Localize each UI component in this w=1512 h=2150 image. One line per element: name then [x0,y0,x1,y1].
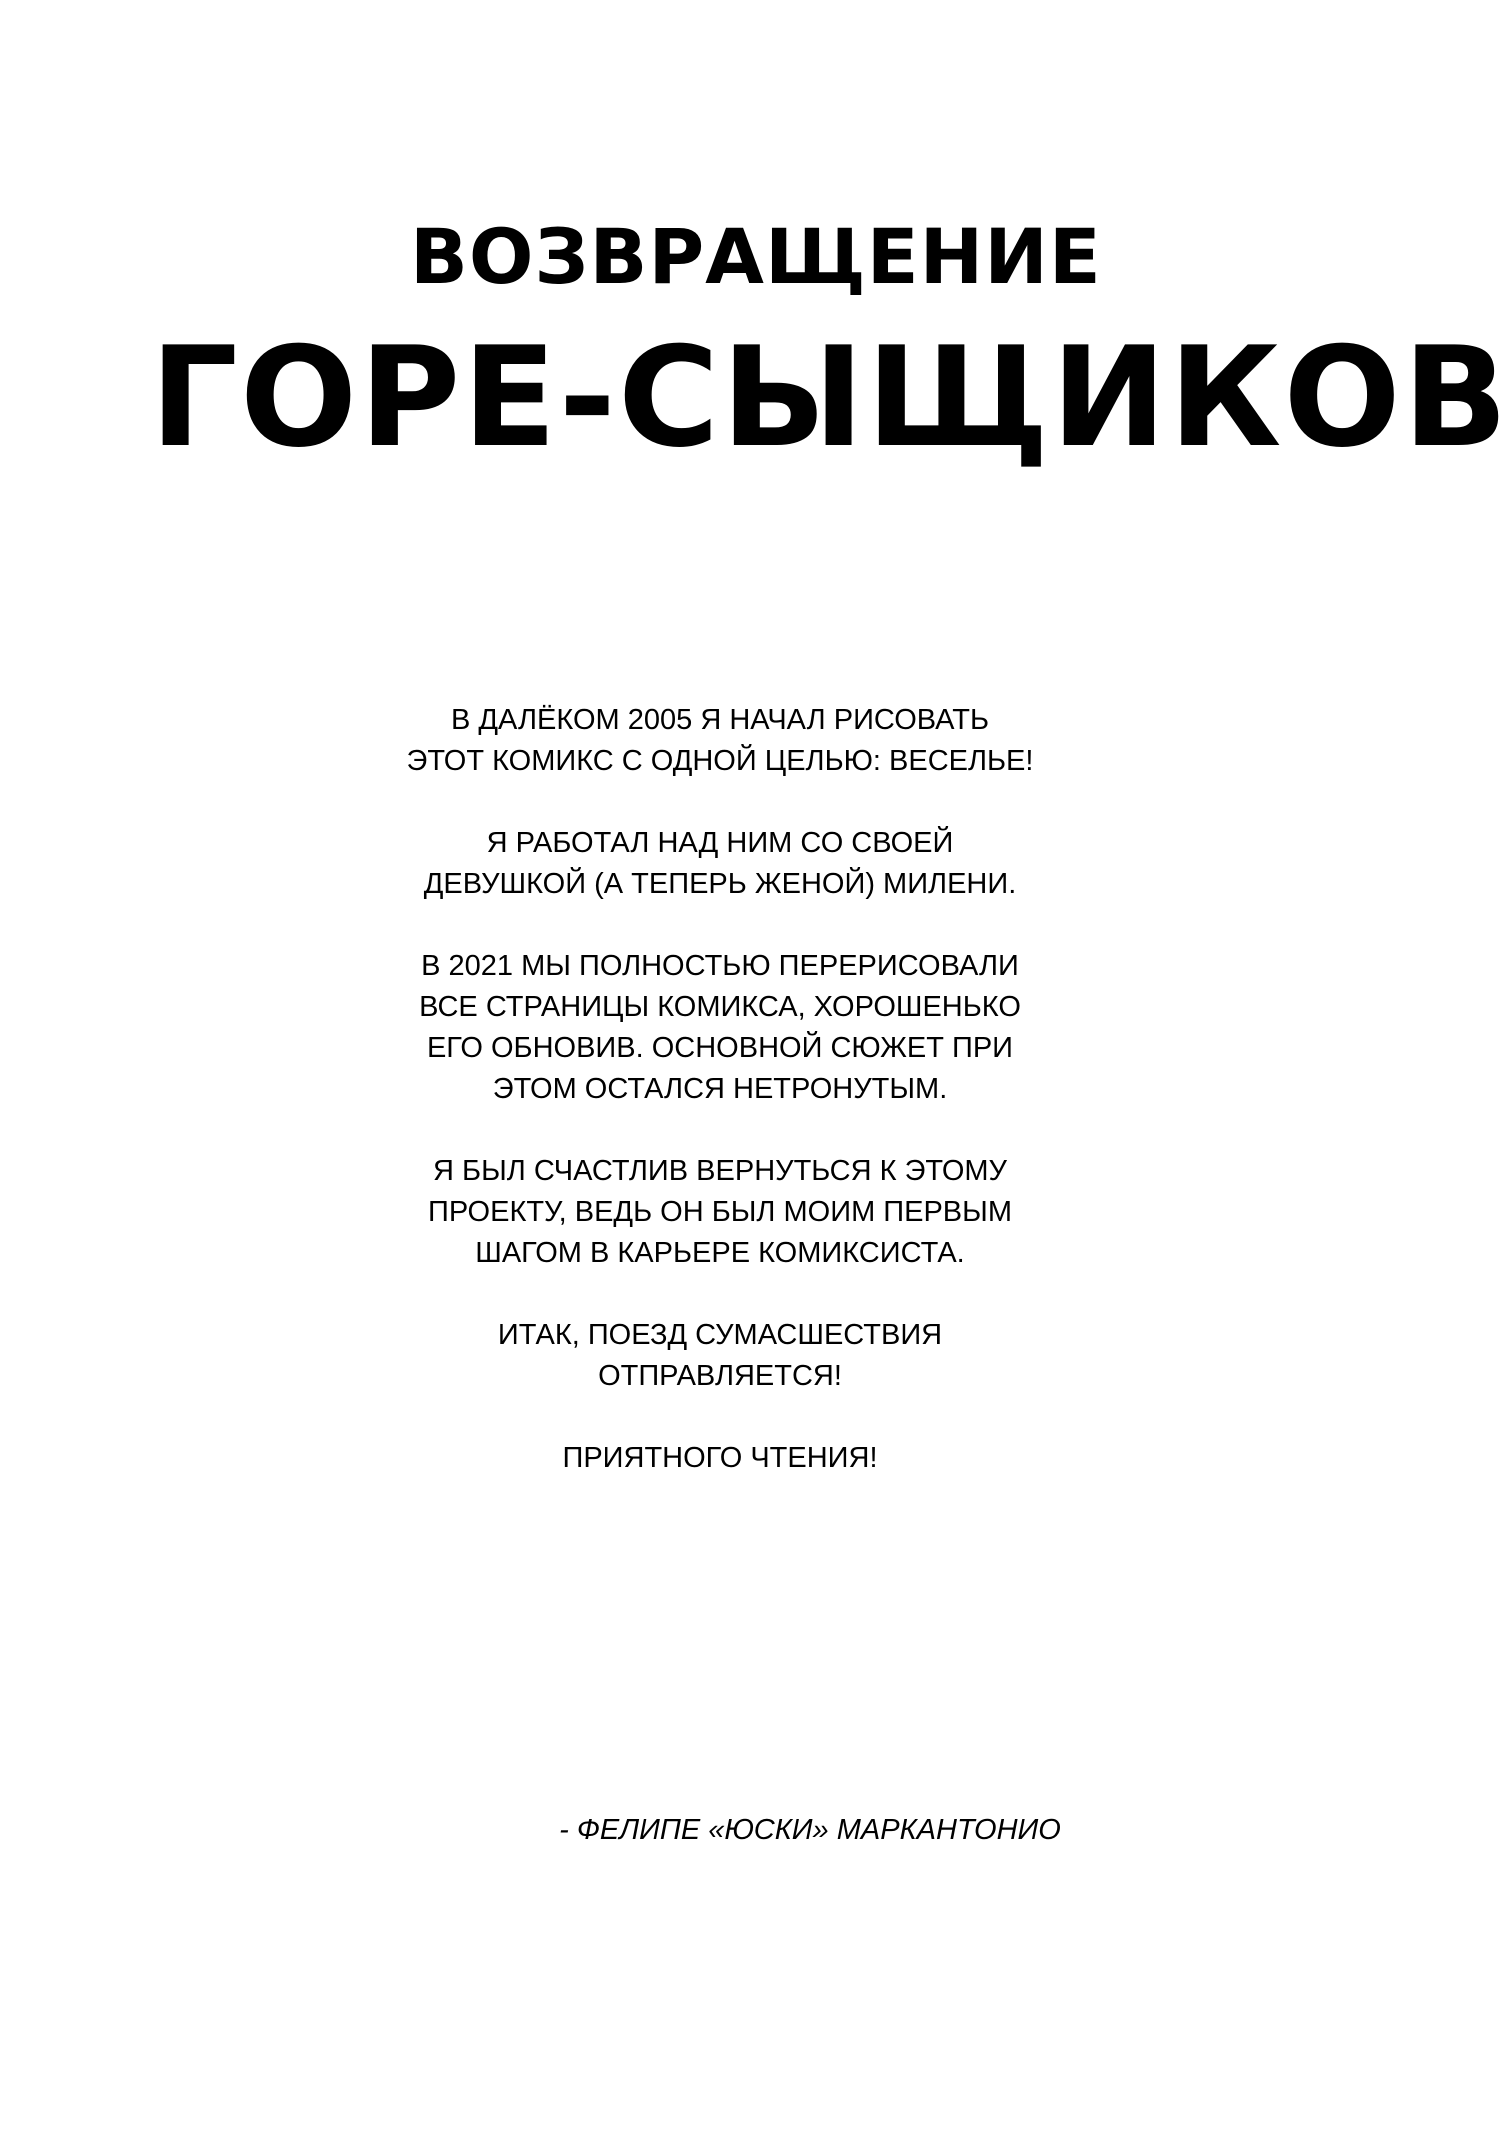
paragraph [300,1151,1140,1274]
author-signature: - ФЕЛИПЕ «ЮСКИ» МАРКАНТОНИО [559,1814,1061,1846]
text-line: ЭТОТ КОМИКС С ОДНОЙ ЦЕЛЬЮ: ВЕСЕЛЬЕ! [406,745,1034,777]
text-line: ПРИЯТНОГО ЧТЕНИЯ! [562,1442,878,1474]
paragraph [300,1438,1140,1479]
paragraph [300,946,1140,1110]
text-line: ОТПРАВЛЯЕТСЯ! [598,1360,842,1392]
foreword-text [300,700,1140,1520]
text-line: Я БЫЛ СЧАСТЛИВ ВЕРНУТЬСЯ К ЭТОМУ [433,1155,1007,1187]
title-block [0,0,1512,480]
text-line: В 2021 МЫ ПОЛНОСТЬЮ ПЕРЕРИСОВАЛИ [421,950,1019,982]
paragraph [300,1315,1140,1397]
text-line: Я РАБОТАЛ НАД НИМ СО СВОЕЙ [486,827,954,859]
text-line: ПРОЕКТУ, ВЕДЬ ОН БЫЛ МОИМ ПЕРВЫМ [428,1196,1012,1228]
text-line: В ДАЛЁКОМ 2005 Я НАЧАЛ РИСОВАТЬ [451,704,989,736]
title-subtitle-line: ВОЗВРАЩЕНИЕ [410,212,1102,301]
text-line: ЭТОМ ОСТАЛСЯ НЕТРОНУТЫМ. [492,1073,948,1105]
text-line: ШАГОМ В КАРЬЕРЕ КОМИКСИСТА. [475,1237,965,1269]
text-line: ЕГО ОБНОВИВ. ОСНОВНОЙ СЮЖЕТ ПРИ [426,1032,1014,1064]
text-line: ВСЕ СТРАНИЦЫ КОМИКСА, ХОРОШЕНЬКО [419,991,1021,1023]
paragraph [300,823,1140,905]
paragraph [300,700,1140,782]
title-main-line: ГОРЕ-СЫЩИКОВ [150,317,1510,478]
text-line: ДЕВУШКОЙ (А ТЕПЕРЬ ЖЕНОЙ) МИЛЕНИ. [423,868,1017,900]
text-line: ИТАК, ПОЕЗД СУМАСШЕСТВИЯ [497,1319,943,1351]
